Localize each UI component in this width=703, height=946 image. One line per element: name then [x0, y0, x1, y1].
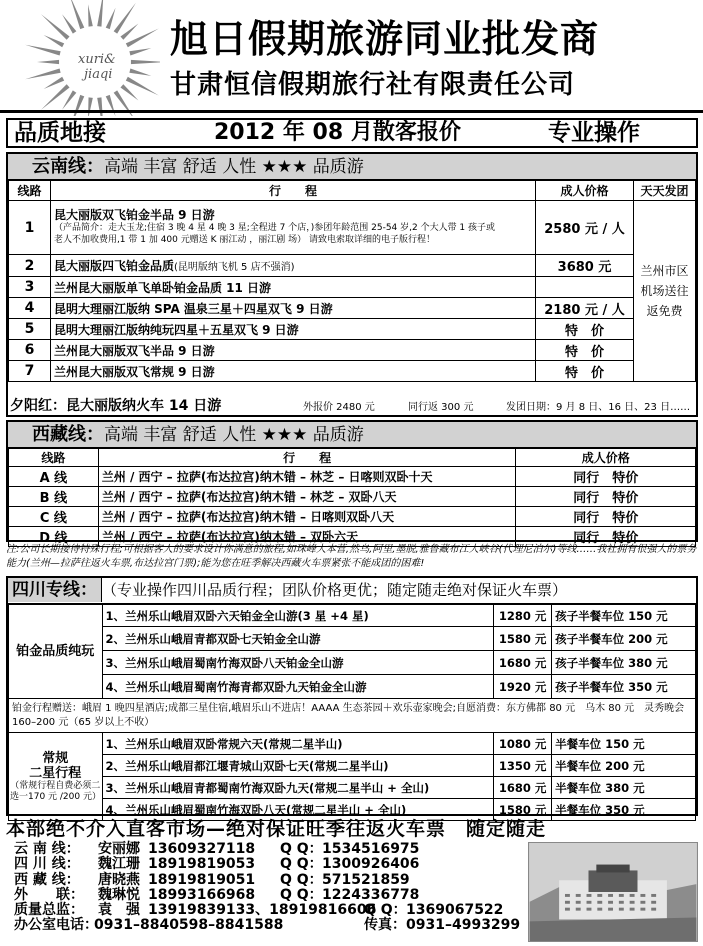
window-mark	[640, 894, 645, 897]
tibet-heading	[8, 422, 696, 448]
table-row	[9, 487, 696, 507]
route-number: 2	[9, 255, 51, 277]
sichuan-section	[6, 576, 698, 816]
sichuan-price: 1350 元	[494, 755, 552, 777]
window-mark	[565, 901, 570, 904]
sun-ray	[62, 14, 76, 33]
sichuan-price: 1920 元	[494, 675, 552, 699]
route-title: 昆大丽版双飞铂金半品 9 日游	[53, 208, 215, 222]
sunset-dates: 发团日期：9 月 8 日、16 日、23 日……	[506, 402, 691, 413]
column-header: 成人价格	[516, 449, 696, 467]
sichuan-platinum-table	[8, 604, 696, 821]
contact-qq-label: Q Q：	[280, 871, 323, 888]
window-mark	[587, 894, 592, 897]
contact-qq: 1369067522	[406, 902, 504, 919]
table-row	[9, 675, 696, 699]
tibet-table	[8, 448, 696, 547]
contact-label: 外 联：	[14, 886, 84, 903]
sichuan-route: 2、兰州乐山峨眉青都双卧七天铂金全山游	[102, 627, 494, 651]
sun-ray	[129, 48, 151, 55]
route-price: 特 价	[536, 361, 634, 382]
contact-name: 魏江珊	[98, 856, 140, 873]
sun-ray	[97, 0, 103, 27]
contact-row	[14, 873, 534, 888]
sichuan-route: 1、兰州乐山峨眉双卧常规六天(常规二星半山)	[102, 733, 494, 755]
route-title: 兰州昆大丽版双飞常规 9 日游	[50, 361, 535, 382]
route-number: 1	[9, 201, 51, 255]
sun-ray	[131, 60, 160, 64]
company-title: 旭日假期旅游同业批发商	[170, 17, 600, 61]
window-mark	[640, 908, 645, 911]
route-title: 兰州昆大丽版双飞半品 9 日游	[50, 340, 535, 361]
contact-qq-label: Q Q：	[280, 856, 323, 873]
sichuan-heading	[8, 578, 696, 604]
table-row	[9, 733, 696, 755]
table-row	[9, 361, 696, 382]
header-divider	[0, 110, 703, 113]
contact-qq: 1224336778	[322, 886, 420, 903]
route-title: 兰州昆大丽版单飞单卧铂金品质 11 日游	[50, 277, 535, 298]
sichuan-price: 1280 元	[494, 605, 552, 627]
contact-phone: 18919819051	[148, 871, 256, 888]
window-mark	[576, 894, 581, 897]
route-number: 6	[9, 340, 51, 361]
header	[0, 0, 703, 116]
contact-phone: 18919819053	[148, 856, 256, 873]
tibet-heading-label: 西藏线：	[32, 424, 104, 445]
sunset-ext-price: 外报价 2480 元	[303, 402, 375, 413]
contact-phone: 0931–8840598–8841588	[94, 917, 284, 934]
sichuan-route: 1、兰州乐山峨眉双卧六天铂金全山游(3 星 +4 星)	[102, 605, 494, 627]
sun-ray	[69, 0, 84, 29]
window-mark	[565, 908, 570, 911]
sun-ray	[44, 35, 65, 47]
route-number: 3	[9, 277, 51, 298]
table-row	[9, 340, 696, 361]
window-mark	[587, 901, 592, 904]
window-mark	[608, 901, 613, 904]
contact-qq-label: Q Q：	[280, 841, 323, 857]
table-row	[9, 277, 696, 298]
tibet-route: 兰州 / 西宁 – 拉萨(布达拉宫)纳木错 – 双卧六天	[98, 527, 516, 547]
route-price: 2580 元 / 人	[536, 201, 634, 255]
table-row	[9, 627, 696, 651]
contact-qq: 0931–4993299	[406, 917, 521, 934]
window-mark	[619, 894, 624, 897]
route-title: 昆大丽版四飞铂金品质	[53, 259, 174, 273]
table-row	[9, 507, 696, 527]
sun-ray	[97, 97, 103, 116]
contact-list	[14, 842, 534, 934]
sichuan-route: 3、兰州乐山峨眉蜀南竹海双卧八天铂金全山游	[102, 651, 494, 675]
contact-phone: 18993166968	[148, 886, 256, 903]
table-row	[9, 605, 696, 627]
sun-ray	[88, 97, 93, 116]
sun-ray	[88, 4, 93, 26]
logo-text	[78, 52, 116, 82]
window-mark	[576, 908, 581, 911]
sichuan-child-price: 孩子半餐车位 380 元	[552, 651, 696, 675]
route-note: (昆明版纳飞机 5 店不强消)	[173, 262, 295, 273]
sichuan-heading-label: 四川专线：	[8, 578, 102, 602]
sun-ray	[120, 24, 138, 40]
table-row	[9, 755, 696, 777]
line-code: C 线	[9, 507, 99, 527]
tibet-note: 注:公司长期接待特殊行程;可根据客人的要求设计你满意的旅程,如珠峰大本营,然乌,阿里,墨脱,雅鲁藏布江大峡谷(代理尼泊尔)等线……我社拥有很强大的票务能力(兰州—拉萨往返火车票,布达拉宫门票);能为您在旺季解决西藏火车票紧张不能成团的困难!	[6, 544, 697, 569]
route-price: 特 价	[536, 319, 634, 340]
sichuan-child-price: 孩子半餐车位 200 元	[552, 627, 696, 651]
contact-qq: 1534516975	[322, 841, 420, 857]
column-header: 线路	[9, 449, 99, 467]
contact-phone: 13919839133、18919816606	[148, 902, 377, 919]
sun-ray	[106, 8, 116, 29]
regular-label: 常规	[42, 750, 69, 766]
contact-qq: 1300926406	[322, 856, 420, 873]
window-mark	[651, 908, 656, 911]
window-mark	[619, 901, 624, 904]
contact-name: 魏琳悦	[98, 886, 140, 903]
route-price: 特 价	[536, 340, 634, 361]
tibet-route: 兰州 / 西宁 – 拉萨(布达拉宫)纳木错 – 日喀则双卧八天	[98, 507, 516, 527]
contact-row	[14, 918, 534, 933]
sichuan-child-price: 半餐车位 150 元	[552, 733, 696, 755]
platinum-label: 铂金品质纯玩	[9, 605, 103, 699]
contact-name: 袁 强	[98, 902, 140, 919]
yunnan-tagline: 高端 丰富 舒适 人性 ★★★ 品质游	[104, 157, 364, 177]
sichuan-price: 1680 元	[494, 777, 552, 799]
sichuan-child-price: 孩子半餐车位 150 元	[552, 605, 696, 627]
regular-label: 二星行程	[29, 765, 82, 781]
sichuan-child-price: 孩子半餐车位 350 元	[552, 675, 696, 699]
table-row	[9, 319, 696, 340]
window-mark	[640, 901, 645, 904]
logo-line-2: jiaqi	[84, 67, 113, 82]
table-row	[9, 181, 696, 201]
sichuan-price: 1080 元	[494, 733, 552, 755]
sun-ray	[25, 45, 61, 56]
yunnan-heading-label: 云南线：	[32, 156, 104, 177]
tibet-price: 同行 特价	[516, 487, 696, 507]
contact-row	[14, 857, 534, 872]
sunset-peer-rebate: 同行返 300 元	[408, 402, 474, 413]
contact-row	[14, 888, 534, 903]
tibet-tagline: 高端 丰富 舒适 人性 ★★★ 品质游	[104, 425, 364, 445]
route-number: 4	[9, 298, 51, 319]
contact-name: 唐晓燕	[98, 871, 140, 888]
table-row	[9, 699, 696, 733]
line-code: A 线	[9, 467, 99, 487]
window-mark	[597, 894, 602, 897]
yunnan-table	[8, 180, 696, 382]
potala-palace-photo	[528, 842, 698, 942]
route-detail: 老人不加收费用,1 带 1 加 400 元赠送 K 丽江动 ，丽江剧 场） 请致电索取详细的电子版行程！	[53, 235, 435, 245]
column-header: 线路	[9, 181, 51, 201]
contact-label: 云 南 线：	[14, 841, 80, 857]
banner-left: 品质地接	[14, 119, 106, 146]
column-header: 天天发团	[634, 181, 696, 201]
tibet-route: 兰州 / 西宁 – 拉萨(布达拉宫)纳木错 – 林芝 – 双卧八天	[98, 487, 516, 507]
sun-ray	[129, 69, 151, 76]
banner-center: 2012 年 08 月散客报价	[214, 120, 461, 145]
window-mark	[630, 908, 635, 911]
sichuan-child-price: 半餐车位 380 元	[552, 777, 696, 799]
sun-ray	[37, 60, 59, 64]
logo-line-1: xuri&	[78, 52, 116, 67]
sichuan-price: 1680 元	[494, 651, 552, 675]
route-detail: （产品简介：走大玉龙;住宿 3 晚 4 星 4 晚 3 星;全程进 7 个店，)参团年龄范围 25-54 岁,2 个大人带 1 孩子或	[53, 223, 496, 233]
contact-qq-label: 传真：	[364, 917, 406, 934]
window-mark	[587, 908, 592, 911]
column-header: 成人价格	[536, 181, 634, 201]
table-row	[9, 651, 696, 675]
sunset-route-title: 夕阳红：昆大丽版纳火车 14 日游	[10, 398, 222, 414]
sichuan-route: 2、兰州乐山峨眉都江堰青城山双卧七天(常规二星半山)	[102, 755, 494, 777]
gift-note: 铂金行程赠送：峨眉 1 晚四星酒店;成都三星住宿,峨眉乐山不进店！AAAA 生态茶园＋欢乐壶家晚会;自愿消费：东方佛都 80 元 乌木 80 元 灵秀晚会 160–200 元（65 岁以上不收）	[9, 699, 696, 733]
table-row	[9, 255, 696, 277]
sichuan-price: 1580 元	[494, 799, 552, 821]
contact-phone: 13609327118	[148, 841, 256, 857]
window-mark	[630, 901, 635, 904]
sichuan-route: 4、兰州乐山峨眉蜀南竹海双卧八天(常规二星半山 + 全山)	[102, 799, 494, 821]
depart-note: 兰州市区机场送往返免费	[634, 201, 696, 382]
sun-ray	[120, 84, 138, 100]
tibet-price: 同行 特价	[516, 467, 696, 487]
slogan: 本部绝不介入直客市场—绝对保证旺季往返火车票 随定随走	[6, 818, 547, 840]
route-price	[536, 277, 634, 298]
sichuan-child-price: 半餐车位 350 元	[552, 799, 696, 821]
regular-note: （常规行程自费必须二选一170 元 /200 元）	[10, 780, 101, 802]
route-number: 7	[9, 361, 51, 382]
sichuan-route: 4、兰州乐山峨眉蜀南竹海青都双卧九天铂金全山游	[102, 675, 494, 699]
column-header: 行 程	[50, 181, 535, 201]
company-subtitle: 甘肃恒信假期旅行社有限责任公司	[170, 70, 576, 100]
contact-name: 安丽娜	[98, 841, 140, 857]
window-mark	[565, 894, 570, 897]
contact-row	[14, 842, 534, 857]
contact-label: 四 川 线：	[14, 856, 80, 873]
window-mark	[630, 894, 635, 897]
sichuan-tagline: （专业操作四川品质行程；团队价格更优；随定随走绝对保证火车票）	[102, 581, 568, 599]
route-price: 3680 元	[536, 255, 634, 277]
window-mark	[576, 901, 581, 904]
route-title: 昆明大理丽江版纳纯玩四星＋五星双飞 9 日游	[50, 319, 535, 340]
tibet-price: 同行 特价	[516, 527, 696, 547]
table-row	[9, 467, 696, 487]
tibet-price: 同行 特价	[516, 507, 696, 527]
route-price: 2180 元 / 人	[536, 298, 634, 319]
tibet-route: 兰州 / 西宁 – 拉萨(布达拉宫)纳木错 – 林芝 – 日喀则双卧十天	[98, 467, 516, 487]
table-row	[9, 298, 696, 319]
yunnan-heading	[8, 154, 696, 180]
sichuan-price: 1580 元	[494, 627, 552, 651]
line-code: B 线	[9, 487, 99, 507]
sun-ray	[44, 77, 65, 89]
contact-qq: 571521859	[322, 871, 410, 888]
contact-label: 质量总监：	[14, 902, 84, 919]
table-row	[9, 777, 696, 799]
banner-right: 专业操作	[548, 119, 640, 146]
window-mark	[597, 908, 602, 911]
route-number: 5	[9, 319, 51, 340]
contact-label: 西 藏 线：	[14, 871, 80, 888]
window-mark	[608, 908, 613, 911]
yunnan-section	[6, 152, 698, 417]
sun-ray	[62, 90, 76, 109]
contact-qq-label: Q Q：	[280, 886, 323, 903]
table-row	[9, 449, 696, 467]
window-mark	[597, 901, 602, 904]
column-header: 行 程	[98, 449, 516, 467]
contact-qq-label: Q Q：	[364, 902, 407, 919]
window-mark	[651, 901, 656, 904]
sun-ray	[25, 69, 61, 80]
sichuan-child-price: 半餐车位 200 元	[552, 755, 696, 777]
title-banner	[6, 118, 698, 148]
window-mark	[651, 894, 656, 897]
window-mark	[608, 894, 613, 897]
tibet-section	[6, 420, 698, 546]
window-mark	[619, 908, 624, 911]
route-title: 昆明大理丽江版纳 SPA 温泉三星＋四星双飞 9 日游	[50, 298, 535, 319]
sichuan-route: 3、兰州乐山峨眉青都蜀南竹海双卧九天(常规二星半山 + 全山)	[102, 777, 494, 799]
table-row	[9, 201, 696, 255]
contact-label: 办公室电话：	[14, 917, 98, 934]
line-code: D 线	[9, 527, 99, 547]
